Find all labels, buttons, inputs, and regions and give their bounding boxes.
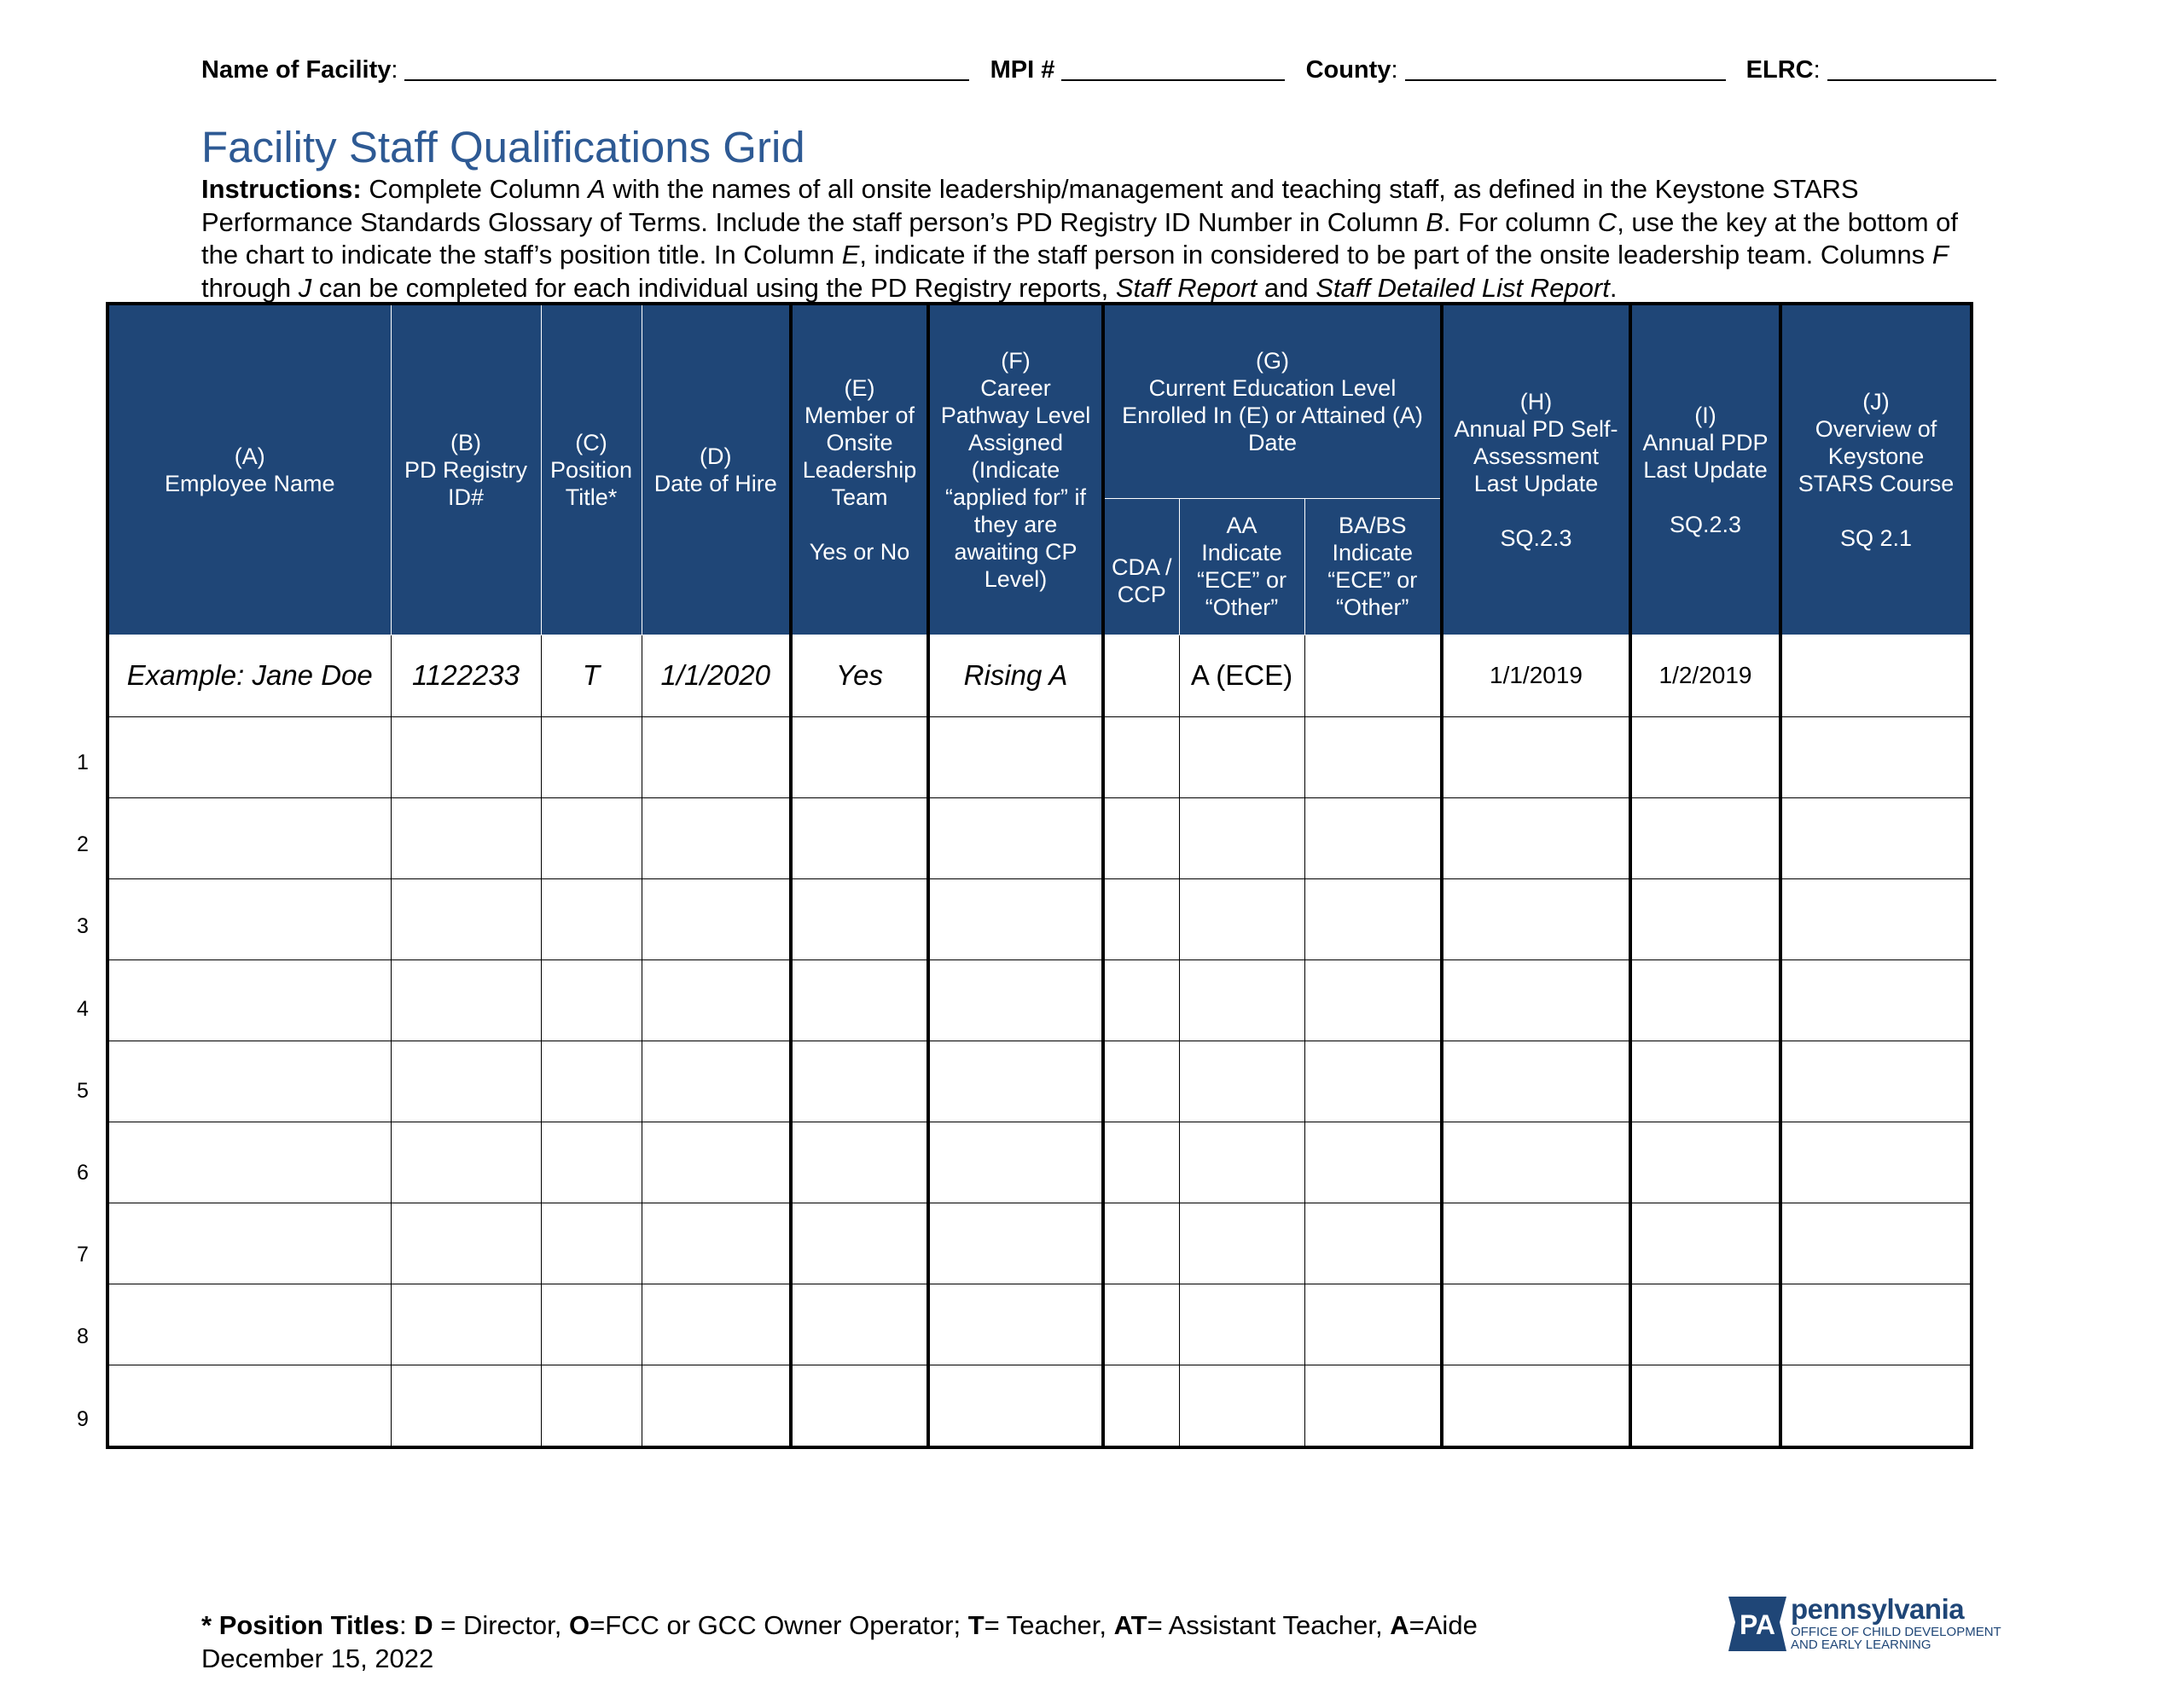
logo-name: pennsylvania: [1791, 1593, 1965, 1625]
cell-employee-name[interactable]: [107, 878, 391, 959]
header-line: Date: [1247, 429, 1298, 455]
header-annual-pdp: [1630, 304, 1780, 635]
cell-leadership-team[interactable]: [791, 797, 928, 878]
cell-ba-bs[interactable]: [1304, 1122, 1442, 1203]
cell-annual-pdp[interactable]: [1630, 878, 1780, 959]
cell-keystone-overview[interactable]: [1780, 716, 1972, 797]
key-text: = Teacher,: [984, 1610, 1114, 1640]
cell-position-title[interactable]: [541, 1365, 642, 1447]
header-line: Indicate: [1332, 540, 1414, 565]
cell-employee-name[interactable]: [107, 959, 391, 1041]
example-leadership: Yes: [791, 635, 928, 716]
position-titles-line: * Position Titles: D = Director, O=FCC or GCC Owner Operator; T= Teacher, AT= Assistant Teacher, A=Aide: [201, 1610, 1478, 1640]
header-date-of-hire: [642, 304, 791, 635]
cell-aa[interactable]: [1179, 1122, 1304, 1203]
cell-ba-bs[interactable]: [1304, 1284, 1442, 1365]
example-ba: [1304, 635, 1442, 716]
header-line: Position: [549, 456, 633, 483]
header-line: Indicate: [1201, 540, 1282, 565]
cell-date-of-hire[interactable]: [642, 1284, 791, 1365]
instructions-text: , indicate if the staff person in considered to be part of the onsite leadership team. Columns: [859, 240, 1932, 270]
header-line: SQ.2.3: [1500, 525, 1572, 551]
cell-position-title[interactable]: [541, 1284, 642, 1365]
cell-position-title[interactable]: [541, 878, 642, 959]
cell-keystone-overview[interactable]: [1780, 797, 1972, 878]
key-text: = Director,: [433, 1610, 569, 1640]
cell-pd-registry-id[interactable]: [391, 1365, 541, 1447]
cell-aa[interactable]: [1179, 797, 1304, 878]
header-line: [1632, 484, 1779, 511]
cell-keystone-overview[interactable]: [1780, 1041, 1972, 1122]
cell-keystone-overview[interactable]: [1780, 1122, 1972, 1203]
cell-ba-bs[interactable]: [1304, 1041, 1442, 1122]
header-line: Title*: [565, 484, 618, 510]
cell-leadership-team[interactable]: [791, 1365, 928, 1447]
cell-cda-ccp[interactable]: [1103, 1041, 1179, 1122]
instructions-text: , use the key at the bottom of the chart to indicate the staff’s position title. In Column: [201, 206, 1958, 270]
cell-career-pathway[interactable]: [928, 797, 1103, 878]
cell-cda-ccp[interactable]: [1103, 716, 1179, 797]
header-pd-registry-id: [391, 304, 541, 635]
example-hire-date: 1/1/2020: [642, 635, 791, 716]
cell-position-title[interactable]: [541, 1203, 642, 1284]
header-line: (Indicate: [971, 456, 1060, 483]
row-number: 5: [77, 1078, 89, 1103]
cell-date-of-hire[interactable]: [642, 797, 791, 878]
cell-date-of-hire[interactable]: [642, 1122, 791, 1203]
header-line: (C): [575, 429, 607, 455]
example-aa: A (ECE): [1179, 635, 1304, 716]
row-number: 6: [77, 1161, 89, 1185]
cell-annual-pdp[interactable]: [1630, 959, 1780, 1041]
page-title: Facility Staff Qualifications Grid: [201, 123, 805, 171]
cell-keystone-overview[interactable]: [1780, 1365, 1972, 1447]
cell-cda-ccp[interactable]: [1103, 878, 1179, 959]
table-row: [107, 1284, 1972, 1365]
cell-pd-self-assessment[interactable]: [1442, 1365, 1630, 1447]
header-line: Annual PD Self-: [1454, 415, 1618, 442]
header-line: Employee Name: [164, 470, 335, 496]
header-line: (I): [1694, 402, 1716, 428]
header-line: Enrolled In (E) or Attained (A): [1122, 402, 1423, 428]
row-number: 7: [77, 1243, 89, 1267]
table-row: [107, 1203, 1972, 1284]
key-text: = Assistant Teacher,: [1147, 1610, 1391, 1640]
header-line: SQ 2.1: [1839, 525, 1913, 551]
cell-pd-self-assessment[interactable]: [1442, 1203, 1630, 1284]
cell-employee-name[interactable]: [107, 1203, 391, 1284]
cell-employee-name[interactable]: [107, 797, 391, 878]
cell-leadership-team[interactable]: [791, 1284, 928, 1365]
cell-position-title[interactable]: [541, 1122, 642, 1203]
cell-pd-registry-id[interactable]: [391, 878, 541, 959]
header-line: [1443, 497, 1629, 525]
cell-career-pathway[interactable]: [928, 878, 1103, 959]
logo-text: [1791, 1593, 2001, 1651]
cell-cda-ccp[interactable]: [1103, 1365, 1179, 1447]
header-line: “applied for” if: [944, 484, 1087, 510]
cell-aa[interactable]: [1179, 1203, 1304, 1284]
cell-pd-self-assessment[interactable]: [1442, 797, 1630, 878]
header-line: Yes or No: [809, 538, 910, 565]
instructions-col: B: [1426, 206, 1443, 237]
instructions-text: with the names of all onsite leadership/management and teaching staff, as defined in the Keystone STARS Performance Standards Glossary of Terms. Include the staff person’s PD Registry ID Number in Column: [201, 174, 1859, 237]
header-line: “Other”: [1205, 594, 1279, 620]
cell-position-title[interactable]: [541, 716, 642, 797]
row-number: 1: [77, 751, 89, 774]
instructions-lead: Instructions:: [201, 174, 362, 204]
header-line: they are: [973, 511, 1058, 537]
header-line: (A): [234, 443, 265, 469]
header-employee-name: [107, 304, 391, 635]
row-number: 2: [77, 832, 89, 857]
header-line: (B): [450, 429, 481, 455]
cell-position-title[interactable]: [541, 797, 642, 878]
cell-leadership-team[interactable]: [791, 1122, 928, 1203]
table-row: [107, 878, 1972, 959]
key-code: D: [414, 1610, 433, 1640]
header-line: “Other”: [1335, 594, 1409, 620]
example-pdp: 1/2/2019: [1630, 635, 1780, 716]
header-line: [1782, 497, 1970, 525]
instructions-col: E: [841, 240, 860, 270]
header-line: Team: [831, 484, 888, 510]
cell-employee-name[interactable]: [107, 1041, 391, 1122]
instructions-report: Staff Report: [1115, 272, 1258, 303]
logo-subtitle: OFFICE OF CHILD DEVELOPMENT: [1791, 1625, 2001, 1639]
row-number: 4: [77, 996, 89, 1021]
cell-cda-ccp[interactable]: [1103, 797, 1179, 878]
cell-ba-bs[interactable]: [1304, 797, 1442, 878]
cell-career-pathway[interactable]: [928, 1203, 1103, 1284]
cell-career-pathway[interactable]: [928, 1365, 1103, 1447]
cell-aa[interactable]: [1179, 959, 1304, 1041]
header-line: (E): [844, 374, 875, 401]
cell-ba-bs[interactable]: [1304, 1365, 1442, 1447]
example-overview: [1780, 635, 1972, 716]
logo-mark: PA: [1739, 1609, 1776, 1640]
example-self-assessment: 1/1/2019: [1442, 635, 1630, 716]
instructions-col: F: [1931, 240, 1949, 270]
example-career-pathway: Rising A: [928, 635, 1103, 716]
header-line: Leadership: [802, 456, 917, 483]
cell-career-pathway[interactable]: [928, 1284, 1103, 1365]
cell-pd-registry-id[interactable]: [391, 797, 541, 878]
cell-pd-registry-id[interactable]: [391, 1041, 541, 1122]
table-row: [107, 959, 1972, 1041]
table-row: [107, 797, 1972, 878]
cell-date-of-hire[interactable]: [642, 1041, 791, 1122]
cell-keystone-overview[interactable]: [1780, 1284, 1972, 1365]
instructions-col: J: [298, 272, 312, 303]
cell-annual-pdp[interactable]: [1630, 797, 1780, 878]
example-cda: [1103, 635, 1179, 716]
header-education-level: [1103, 304, 1442, 498]
cell-cda-ccp[interactable]: [1103, 959, 1179, 1041]
cell-position-title[interactable]: [541, 959, 642, 1041]
header-pd-self-assessment: [1442, 304, 1630, 635]
header-line: CCP: [1117, 582, 1166, 607]
facility-name-field[interactable]: [404, 57, 969, 81]
instructions-text: through: [201, 272, 299, 303]
cell-pd-registry-id[interactable]: [391, 1203, 541, 1284]
header-line: Assessment: [1472, 443, 1600, 469]
header-line: Career: [980, 374, 1051, 401]
cell-leadership-team[interactable]: [791, 959, 928, 1041]
row-number: 9: [77, 1406, 89, 1431]
cell-aa[interactable]: [1179, 716, 1304, 797]
cell-leadership-team[interactable]: [791, 1203, 928, 1284]
cell-date-of-hire[interactable]: [642, 1203, 791, 1284]
header-line: CDA /: [1111, 554, 1172, 580]
table-row: [107, 1041, 1972, 1122]
mpi-field[interactable]: [1061, 57, 1285, 81]
header-line: “ECE” or: [1196, 567, 1287, 593]
instructions-col: A: [588, 174, 606, 204]
cell-date-of-hire[interactable]: [642, 959, 791, 1041]
elrc-label: ELRC: [1745, 56, 1814, 84]
header-line: Overview of: [1815, 415, 1937, 442]
table-row: [107, 1365, 1972, 1447]
cell-aa[interactable]: [1179, 1284, 1304, 1365]
key-text: =FCC or GCC Owner Operator;: [590, 1610, 968, 1640]
cell-ba-bs[interactable]: [1304, 716, 1442, 797]
instructions-col: C: [1597, 206, 1618, 237]
header-position-title: [541, 304, 642, 635]
cell-pd-registry-id[interactable]: [391, 959, 541, 1041]
header-line: Current Education Level: [1148, 374, 1397, 401]
cell-cda-ccp[interactable]: [1103, 1203, 1179, 1284]
cell-keystone-overview[interactable]: [1780, 878, 1972, 959]
county-label: County: [1305, 56, 1391, 84]
cell-keystone-overview[interactable]: [1780, 1203, 1972, 1284]
header-line: STARS Course: [1798, 470, 1955, 496]
cell-cda-ccp[interactable]: [1103, 1122, 1179, 1203]
cell-date-of-hire[interactable]: [642, 716, 791, 797]
table-row: [107, 1122, 1972, 1203]
pennsylvania-keystone-logo: [1723, 1593, 1792, 1655]
header-line: (H): [1519, 388, 1553, 415]
footnote-star: *: [201, 1610, 219, 1640]
header-line: (F): [1001, 347, 1031, 374]
row-number: 8: [77, 1325, 89, 1349]
revision-date: December 15, 2022: [201, 1644, 434, 1673]
header-line: PD Registry: [404, 456, 528, 483]
instructions: [201, 173, 1976, 304]
cell-annual-pdp[interactable]: [1630, 1122, 1780, 1203]
header-line: Last Update: [1473, 470, 1599, 496]
header-line: Annual PDP: [1642, 429, 1769, 455]
cell-employee-name[interactable]: [107, 716, 391, 797]
cell-employee-name[interactable]: [107, 1365, 391, 1447]
instructions-text: .: [1609, 272, 1618, 303]
facility-label: Name of Facility: [201, 56, 392, 84]
cell-ba-bs[interactable]: [1304, 1203, 1442, 1284]
header-leadership-team: [791, 304, 928, 635]
cell-pd-registry-id[interactable]: [391, 716, 541, 797]
instructions-text: . For column: [1443, 206, 1598, 237]
cell-pd-self-assessment[interactable]: [1442, 959, 1630, 1041]
cell-pd-self-assessment[interactable]: [1442, 716, 1630, 797]
header-ba-bs: [1304, 498, 1442, 635]
instructions-text: and: [1257, 272, 1316, 303]
header-line: Date of Hire: [653, 470, 777, 496]
header-line: ID#: [447, 484, 485, 510]
elrc-field[interactable]: [1827, 57, 1996, 81]
position-titles-key: [201, 1609, 1478, 1675]
header-line: BA/BS: [1338, 513, 1407, 538]
example-row: [107, 635, 1972, 716]
key-code: AT: [1113, 1610, 1147, 1640]
example-position: T: [541, 635, 642, 716]
instructions-report: Staff Detailed List Report: [1316, 272, 1610, 303]
position-titles-label: Position Titles: [218, 1610, 399, 1640]
logo-subtitle: AND EARLY LEARNING: [1791, 1638, 1931, 1652]
key-code: A: [1390, 1610, 1409, 1640]
key-code: O: [568, 1610, 590, 1640]
cell-cda-ccp[interactable]: [1103, 1284, 1179, 1365]
header-aa: [1179, 498, 1304, 635]
cell-employee-name[interactable]: [107, 1284, 391, 1365]
header-line: awaiting CP: [954, 538, 1077, 565]
header-line: Member of: [804, 402, 915, 428]
header-line: (D): [700, 443, 732, 469]
cell-annual-pdp[interactable]: [1630, 1365, 1780, 1447]
cell-pd-self-assessment[interactable]: [1442, 1041, 1630, 1122]
facility-header-line: Name of Facility: MPI # County: ELRC:: [201, 56, 1996, 84]
key-text: =Aide: [1409, 1610, 1478, 1640]
cell-position-title[interactable]: [541, 1041, 642, 1122]
mpi-label: MPI #: [990, 56, 1055, 84]
instructions-text: can be completed for each individual using the PD Registry reports,: [311, 272, 1116, 303]
cell-leadership-team[interactable]: [791, 716, 928, 797]
header-line: (J): [1862, 388, 1890, 415]
county-field[interactable]: [1405, 57, 1726, 81]
header-keystone-overview: [1780, 304, 1972, 635]
header-line: Last Update: [1643, 456, 1768, 483]
instructions-text: Complete Column: [361, 174, 589, 204]
cell-pd-registry-id[interactable]: [391, 1284, 541, 1365]
header-line: AA: [1226, 513, 1258, 538]
row-number: 3: [77, 914, 89, 939]
header-cda-ccp: [1103, 498, 1179, 635]
key-code: T: [967, 1610, 985, 1640]
cell-career-pathway[interactable]: [928, 1122, 1103, 1203]
header-line: Pathway Level: [940, 402, 1091, 428]
cell-career-pathway[interactable]: [928, 716, 1103, 797]
header-line: Onsite: [826, 429, 893, 455]
cell-date-of-hire[interactable]: [642, 1365, 791, 1447]
header-career-pathway: [928, 304, 1103, 635]
header-line: Keystone: [1827, 443, 1925, 469]
cell-aa[interactable]: [1179, 1365, 1304, 1447]
cell-keystone-overview[interactable]: [1780, 959, 1972, 1041]
header-line: [793, 511, 926, 538]
cell-annual-pdp[interactable]: [1630, 716, 1780, 797]
example-registry-id: 1122233: [391, 635, 541, 716]
cell-career-pathway[interactable]: [928, 1041, 1103, 1122]
cell-ba-bs[interactable]: [1304, 959, 1442, 1041]
cell-ba-bs[interactable]: [1304, 878, 1442, 959]
cell-career-pathway[interactable]: [928, 959, 1103, 1041]
cell-leadership-team[interactable]: [791, 1041, 928, 1122]
cell-leadership-team[interactable]: [791, 878, 928, 959]
cell-pd-self-assessment[interactable]: [1442, 878, 1630, 959]
cell-annual-pdp[interactable]: [1630, 1041, 1780, 1122]
example-name: Example: Jane Doe: [107, 635, 391, 716]
staff-qualifications-table: [106, 302, 1973, 1449]
cell-annual-pdp[interactable]: [1630, 1284, 1780, 1365]
header-line: “ECE” or: [1327, 567, 1418, 593]
cell-date-of-hire[interactable]: [642, 878, 791, 959]
cell-aa[interactable]: [1179, 878, 1304, 959]
cell-employee-name[interactable]: [107, 1122, 391, 1203]
cell-pd-registry-id[interactable]: [391, 1122, 541, 1203]
header-line: Assigned: [967, 429, 1064, 455]
cell-pd-self-assessment[interactable]: [1442, 1122, 1630, 1203]
table-row: [107, 716, 1972, 797]
header-line: SQ.2.3: [1669, 511, 1742, 537]
header-line: (G): [1256, 347, 1289, 374]
header-line: Level): [984, 565, 1048, 592]
cell-annual-pdp[interactable]: [1630, 1203, 1780, 1284]
cell-aa[interactable]: [1179, 1041, 1304, 1122]
cell-pd-self-assessment[interactable]: [1442, 1284, 1630, 1365]
